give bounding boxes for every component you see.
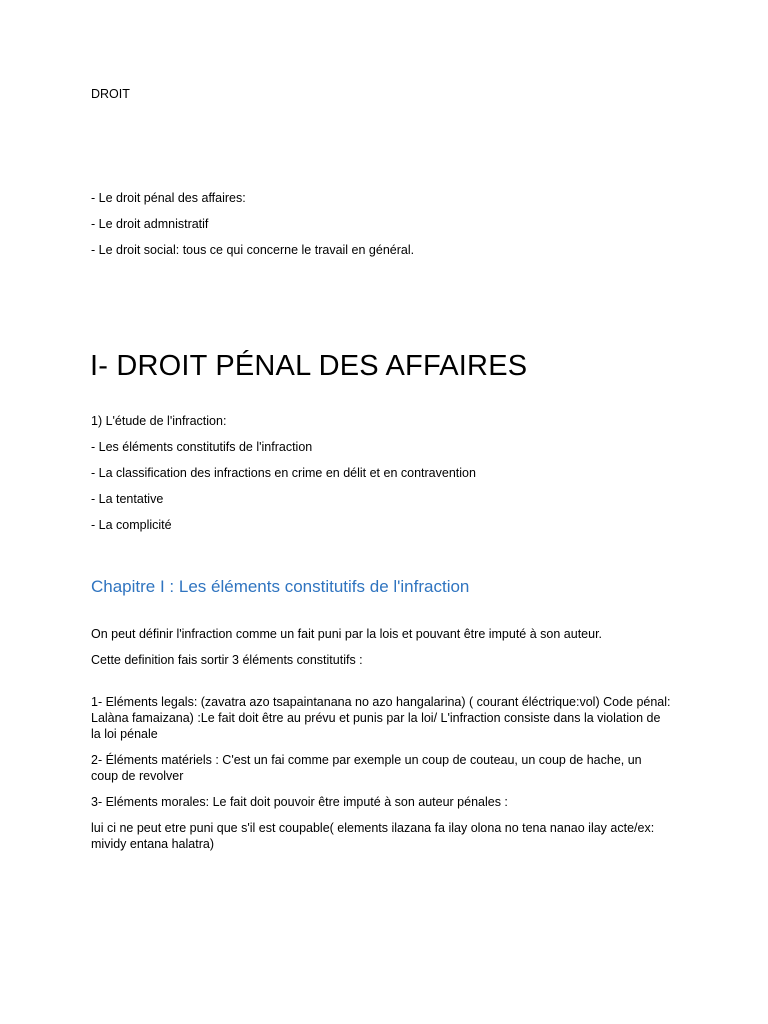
study-item: - La classification des infractions en crime en délit et en contravention bbox=[91, 466, 476, 480]
paragraph-gap bbox=[91, 678, 671, 694]
document-title: DROIT bbox=[91, 87, 130, 101]
paragraph: 1- Eléments legals: (zavatra azo tsapaintanana no azo hangalarina) ( courant éléctrique:vol) Code pénal: Lalàna famaizana) :Le fait doit être au prévu et punis par la loi/ L'infraction consiste dans la violation de la loi pénale bbox=[91, 695, 671, 741]
paragraph: 2- Éléments matériels : C'est un fai comme par exemple un coup de couteau, un coup de hache, un coup de revolver bbox=[91, 753, 642, 783]
paragraph: Cette definition fais sortir 3 éléments constitutifs : bbox=[91, 653, 363, 667]
study-item: - La complicité bbox=[91, 518, 172, 532]
section-heading: I- DROIT PÉNAL DES AFFAIRES bbox=[90, 350, 528, 382]
intro-item: - Le droit admnistratif bbox=[91, 217, 209, 231]
chapter-heading: Chapitre I : Les éléments constitutifs de l'infraction bbox=[91, 577, 470, 596]
chapter-body bbox=[91, 626, 671, 862]
study-list bbox=[91, 413, 676, 543]
paragraph: 3- Eléments morales: Le fait doit pouvoir être imputé à son auteur pénales : bbox=[91, 795, 508, 809]
intro-item: - Le droit pénal des affaires: bbox=[91, 191, 246, 205]
intro-list bbox=[91, 190, 676, 268]
intro-item: - Le droit social: tous ce qui concerne le travail en général. bbox=[91, 243, 415, 257]
study-item: - Les éléments constitutifs de l'infraction bbox=[91, 440, 313, 454]
paragraph: On peut définir l'infraction comme un fait puni par la lois et pouvant être imputé à son auteur. bbox=[91, 627, 603, 641]
study-item: - La tentative bbox=[91, 492, 164, 506]
study-item: 1) L'étude de l'infraction: bbox=[91, 414, 227, 428]
paragraph: lui ci ne peut etre puni que s'il est coupable( elements ilazana fa ilay olona no tena nanao ilay acte/ex: mividy entana halatra) bbox=[91, 821, 655, 851]
